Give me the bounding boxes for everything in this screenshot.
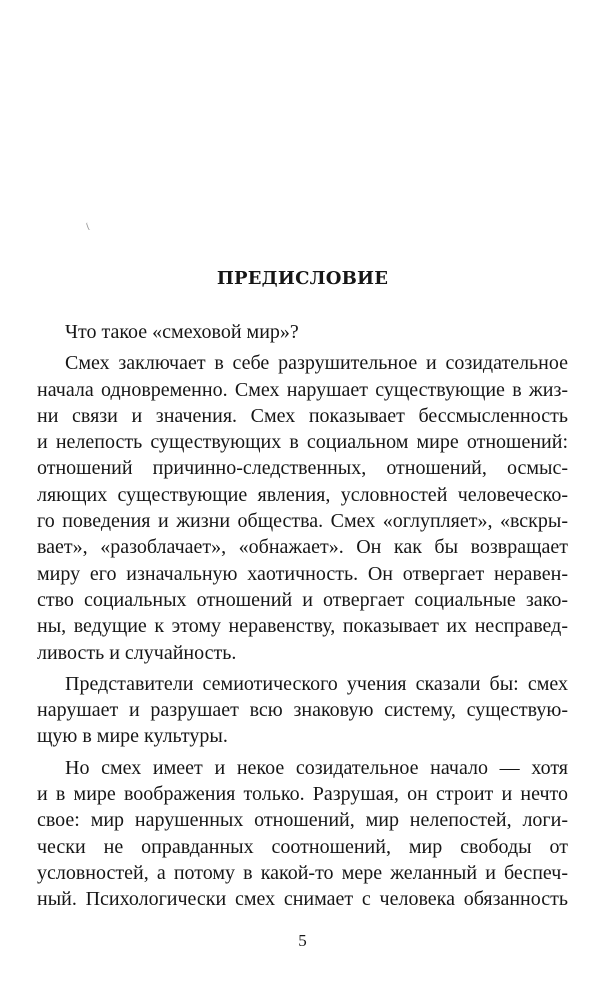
paragraph — [37, 671, 568, 750]
paragraph — [37, 350, 568, 666]
text-line: начала одновременно. Смех нарушает существующие в жиз- — [37, 378, 568, 401]
text-line: отношений причинно-следственных, отношений, осмыс- — [37, 457, 568, 480]
text-line: миру его изначальную хаотичность. Он отвергает неравен- — [37, 562, 568, 585]
text-line: и нелепость существующих в социальном мире отношений: — [37, 431, 568, 454]
text-line: ливость и случайность. — [37, 641, 237, 664]
text-line: го поведения и жизни общества. Смех «оглупляет», «вскры- — [37, 510, 568, 533]
body-text — [37, 319, 568, 913]
text-line: ни связи и значения. Смех показывает бессмысленность — [37, 404, 568, 427]
text-line: нарушает и разрушает всю знаковую систему, существую- — [37, 699, 568, 722]
text-line: и в мире воображения только. Разрушая, он строит и нечто — [37, 783, 568, 806]
paragraph — [37, 319, 568, 345]
text-line: ны, ведущие к этому неравенству, показывает их несправед- — [37, 615, 568, 638]
text-line: Но смех имеет и некое созидательное начало — хотя — [65, 756, 568, 779]
text-line: ляющих существующие явления, условностей человеческо- — [37, 483, 568, 506]
page-number: 5 — [298, 931, 307, 950]
text-line: ство социальных отношений и отвергает социальные зако- — [37, 588, 568, 611]
stray-mark — [86, 222, 92, 231]
text-line: вает», «разоблачает», «обнажает». Он как бы возвращает — [37, 536, 568, 559]
chapter-heading: ПРЕДИСЛОВИЕ — [216, 268, 389, 289]
text-line: ный. Психологически смех снимает с человека обязанность — [37, 888, 568, 911]
text-line: свое: мир нарушенных отношений, мир нелепостей, логи- — [37, 809, 568, 832]
text-line: чески не оправданных соотношений, мир свободы от — [37, 835, 568, 858]
text-line: Представители семиотического учения сказали бы: смех — [65, 672, 568, 695]
text-line: Что такое «смеховой мир»? — [65, 321, 299, 343]
text-line: щую в мире культуры. — [37, 725, 228, 748]
text-line: условностей, а потому в какой-то мере желанный и беспеч- — [37, 861, 568, 884]
paragraph — [37, 755, 568, 913]
text-line: Смех заключает в себе разрушительное и созидательное — [65, 352, 568, 375]
